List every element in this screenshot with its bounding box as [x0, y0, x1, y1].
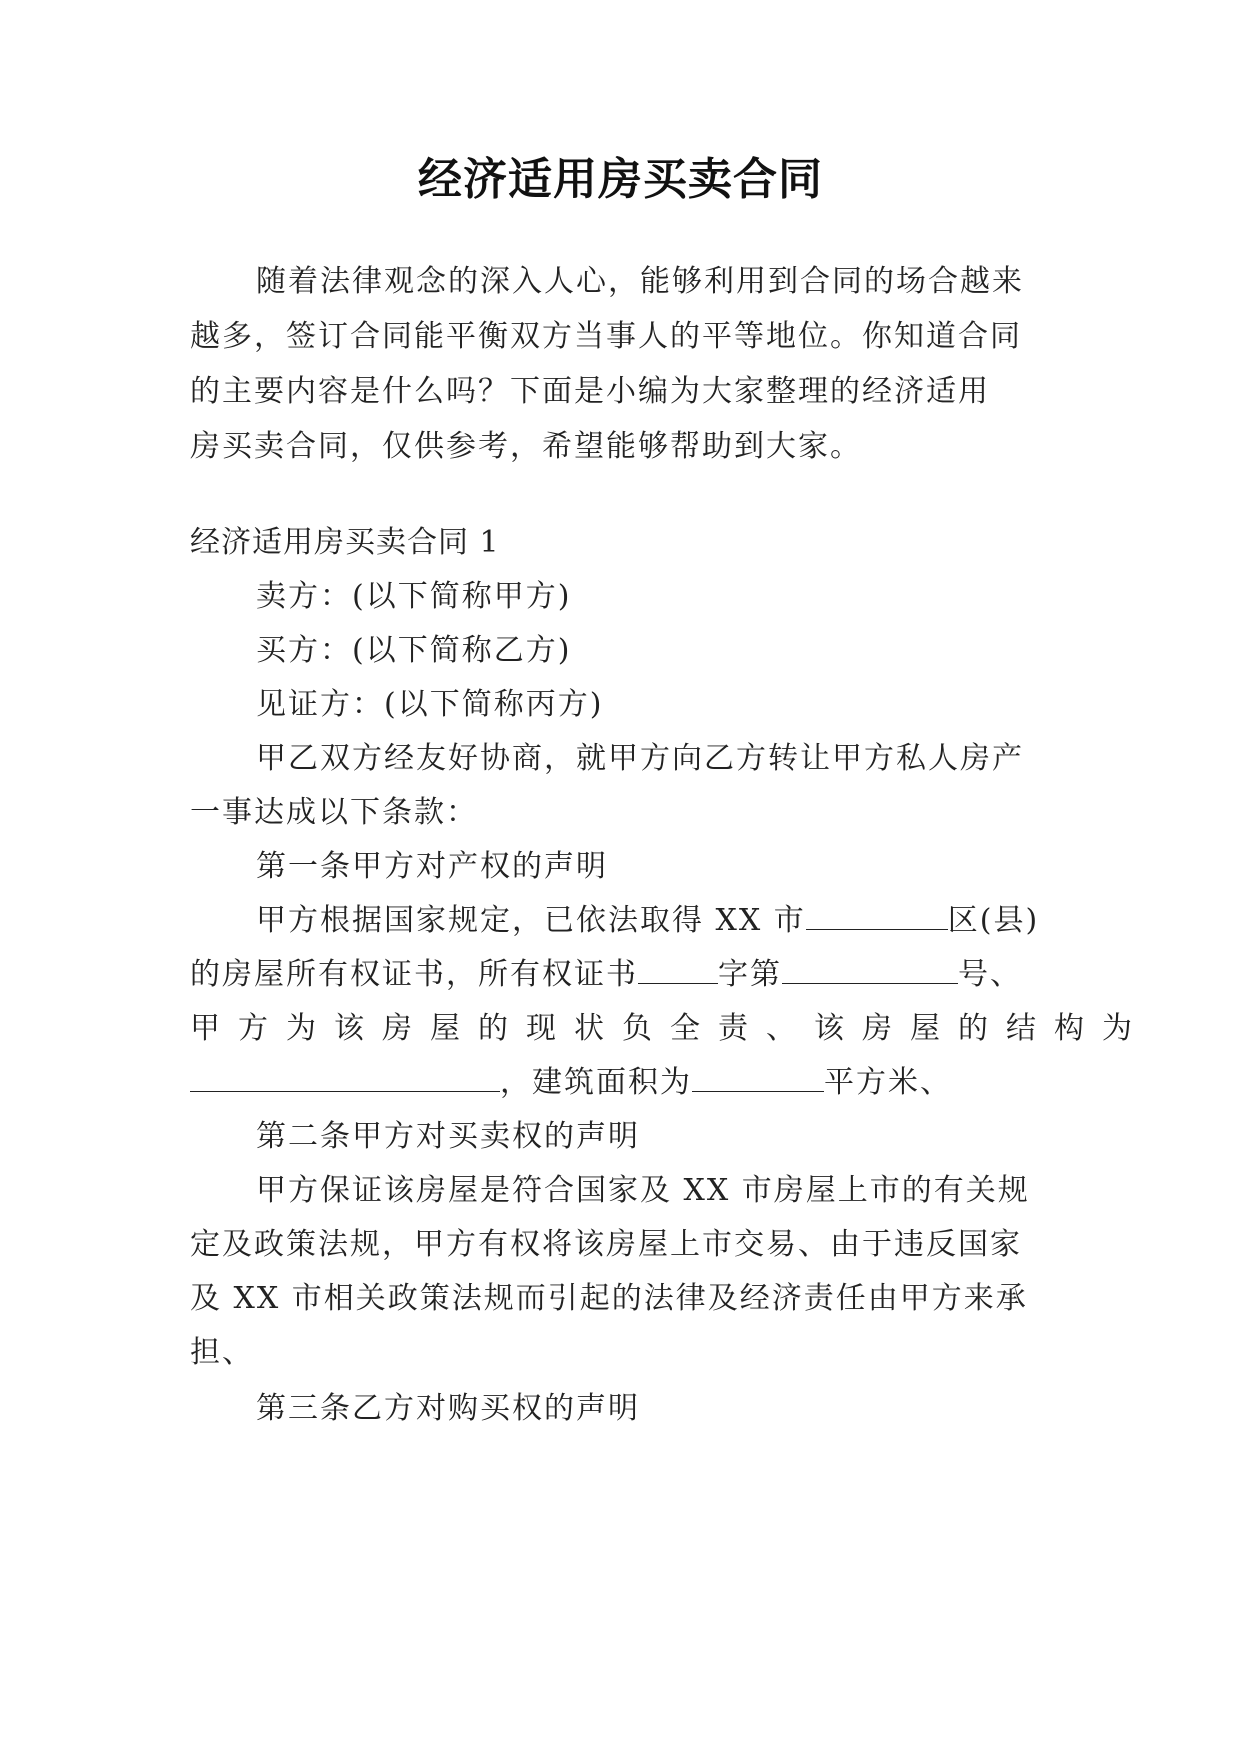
article2-line-2: 定及政策法规，甲方有权将该房屋上市交易、由于违反国家 — [190, 1227, 1022, 1262]
certificate-number-blank — [782, 957, 958, 984]
structure-blank — [190, 1065, 500, 1092]
article1-line-1 — [256, 901, 1051, 941]
article1-text: 字第 — [718, 957, 782, 992]
area-blank — [692, 1065, 824, 1092]
preamble-line-1: 甲乙双方经友好协商，就甲方向乙方转让甲方私人房产 — [256, 741, 1024, 776]
article1-text: ，建筑面积为 — [500, 1065, 692, 1100]
seller-line: 卖方：(以下简称甲方) — [256, 579, 572, 614]
certificate-word-blank — [638, 957, 718, 984]
article1-text: 的房屋所有权证书，所有权证书 — [190, 957, 638, 992]
district-blank — [806, 903, 948, 930]
article1-text: 平方米、 — [824, 1065, 952, 1100]
intro-line-3: 的主要内容是什么吗？下面是小编为大家整理的经济适用 — [190, 374, 990, 409]
intro-line-2: 越多，签订合同能平衡双方当事人的平等地位。你知道合同 — [190, 319, 1022, 354]
witness-line: 见证方：(以下简称丙方) — [256, 687, 604, 722]
article1-line-4 — [190, 1063, 1051, 1103]
article2-line-4: 担、 — [190, 1335, 254, 1370]
buyer-line: 买方：(以下简称乙方) — [256, 633, 572, 668]
article1-heading: 第一条甲方对产权的声明 — [256, 849, 608, 884]
article1-text: 甲方根据国家规定，已依法取得 XX 市 — [256, 903, 806, 938]
article1-line-2 — [190, 955, 1051, 995]
article1-text: 号、 — [958, 957, 1022, 992]
article1-line-3: 甲方为该房屋的现状负全责、该房屋的结构为 — [190, 1011, 1150, 1046]
article2-heading: 第二条甲方对买卖权的声明 — [256, 1119, 640, 1154]
intro-line-1: 随着法律观念的深入人心，能够利用到合同的场合越来 — [256, 264, 1024, 299]
preamble-line-2: 一事达成以下条款： — [190, 795, 478, 830]
article2-line-1: 甲方保证该房屋是符合国家及 XX 市房屋上市的有关规 — [256, 1173, 1030, 1208]
contract-heading: 经济适用房买卖合同 1 — [190, 525, 500, 560]
article1-text: 区(县) — [947, 903, 1040, 938]
document-title: 经济适用房买卖合同 — [418, 154, 823, 205]
intro-line-4: 房买卖合同，仅供参考，希望能够帮助到大家。 — [190, 429, 862, 464]
article2-line-3: 及 XX 市相关政策法规而引起的法律及经济责任由甲方来承 — [190, 1281, 1028, 1316]
article3-heading: 第三条乙方对购买权的声明 — [256, 1391, 640, 1426]
